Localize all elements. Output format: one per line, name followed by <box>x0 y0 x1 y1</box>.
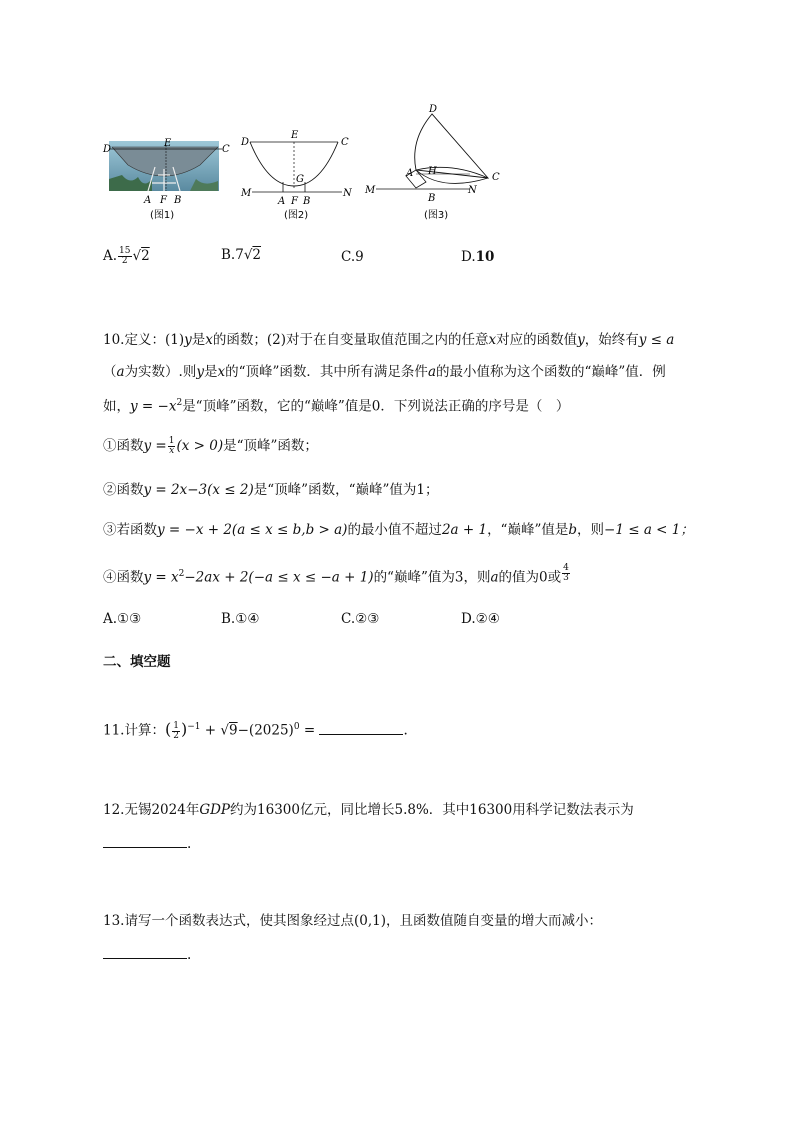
q10-option-c[interactable]: C.②③ <box>341 611 380 627</box>
q11-plus: + <box>204 722 217 739</box>
s4-text: 的“巅峰”值为 <box>373 569 455 586</box>
fig3-label-M: M <box>365 185 376 196</box>
q12-line-1 <box>103 800 634 820</box>
s3-var: b <box>568 522 578 538</box>
q11-expr: −(2025) <box>237 722 294 739</box>
s4-var: a <box>490 569 499 586</box>
q11-equals: = <box>303 722 316 739</box>
fig3-label-D: D <box>429 104 438 115</box>
q9-option-a-prefix: A. <box>103 248 118 264</box>
q10-statement-2 <box>103 480 438 500</box>
q13-answer-blank[interactable] <box>103 944 187 959</box>
s1-numerator: 1 <box>168 436 175 446</box>
s4-text: 的值为0或 <box>498 569 562 586</box>
fig1-caption: (图1) <box>150 210 175 221</box>
s3-text: ③若函数 <box>103 522 157 538</box>
q9-option-b-radical-sign: √ <box>243 247 253 263</box>
fig1-label-D: D <box>103 144 112 155</box>
fig1-label-C: C <box>222 144 230 155</box>
s4-denominator: 3 <box>563 573 569 583</box>
fig2-caption: (图2) <box>284 210 309 221</box>
q11-answer-blank[interactable] <box>319 720 403 735</box>
q10-line-1 <box>103 330 674 350</box>
fig2-label-B: B <box>303 196 311 207</box>
fig2-label-F: F <box>291 196 298 207</box>
q10-l2-text: 是 <box>204 364 218 380</box>
s3-text: 的最小值不超过 <box>347 522 442 538</box>
fig3-label-C: C <box>492 172 500 183</box>
q10-l1-var: x <box>205 332 213 348</box>
figure-2-diagram <box>238 128 358 225</box>
s4-expr: y = x <box>143 569 179 586</box>
q10-l1-text: 的函数；(2)对于在自变量取值范围之内的任意 <box>212 332 489 348</box>
q10-statement-1 <box>103 436 318 456</box>
q10-l2-text: 的最小值称为这个函数的“巅峰”值．例 <box>436 364 666 380</box>
s4-expr: −2ax + 2(−a ≤ x ≤ −a + 1) <box>184 569 374 586</box>
fig2-label-N: N <box>343 188 352 199</box>
q10-l2-text: 的“顶峰”函数．其中所有满足条件 <box>225 364 428 380</box>
s3-expr: −1 ≤ a < 1； <box>604 522 694 538</box>
s1-domain: (x > 0) <box>176 438 224 454</box>
s1-text: 是“顶峰”函数； <box>223 438 318 454</box>
s4-numerator: 4 <box>563 563 569 573</box>
q11-exponent-zero: 0 <box>293 722 300 732</box>
q10-l1-var: y <box>577 332 585 348</box>
q10-option-a[interactable]: A.①③ <box>103 611 142 627</box>
q10-l2-var: a <box>116 364 125 380</box>
s2-text: ②函数 <box>103 482 144 498</box>
q10-l1-text: 对应的函数值 <box>496 332 578 348</box>
q9-option-a[interactable] <box>103 247 150 266</box>
q10-l3-value: 0 <box>371 398 381 415</box>
q10-l3-text: 是“顶峰”函数，它的“巅峰”值是 <box>182 398 372 415</box>
fig2-label-M: M <box>241 188 252 199</box>
q13-line-1: 13.请写一个函数表达式，使其图象经过点(0,1)，且函数值随自变量的增大而减小： <box>103 913 602 929</box>
q13-period: . <box>187 947 192 963</box>
q10-l1-text: ，始终有 <box>584 332 639 348</box>
q9-option-a-radicand: 2 <box>141 248 150 264</box>
q10-statement-3 <box>103 520 694 540</box>
q10-line-2 <box>103 362 666 382</box>
q12-gdp: GDP <box>199 802 231 818</box>
q10-l3-text: 如， <box>103 398 130 415</box>
s2-value: 1； <box>416 482 439 498</box>
q11-line <box>103 717 408 741</box>
s3-expr: y = −x + 2(a ≤ x ≤ b,b > a) <box>157 522 348 538</box>
fig2-label-G: G <box>296 174 304 185</box>
q12-text: 约为16300亿元，同比增长5.8%．其中16300用科学记数法表示为 <box>230 802 634 818</box>
q10-l2-var: y <box>196 364 204 380</box>
q9-option-d-prefix: D. <box>461 249 476 265</box>
q11-radicand: 9 <box>229 722 238 739</box>
s4-text: ，则 <box>463 569 491 586</box>
q11-denominator: 2 <box>173 730 179 741</box>
q10-l2-var: a <box>427 364 436 380</box>
s4-value: 3 <box>454 569 464 586</box>
q9-option-b-coef: 7 <box>235 247 244 263</box>
q10-statement-4 <box>103 564 571 588</box>
q12-line-2 <box>103 833 191 854</box>
fig2-label-C: C <box>341 137 349 148</box>
fig2-label-A: A <box>278 196 286 207</box>
q9-option-d-value: 10 <box>475 249 495 265</box>
q9-option-b[interactable] <box>221 247 261 263</box>
q10-l2-var: x <box>217 364 226 380</box>
q9-option-b-prefix: B. <box>221 247 236 263</box>
fig3-caption: (图3) <box>424 210 449 221</box>
s2-text: 是“顶峰”函数，“巅峰”值为 <box>253 482 417 498</box>
q10-l1-var: y <box>184 332 192 348</box>
s4-text: ④函数 <box>103 569 144 586</box>
q9-option-b-radicand: 2 <box>252 247 262 263</box>
fig2-label-D: D <box>241 137 250 148</box>
q10-l1-text: 10.定义：(1) <box>103 332 185 348</box>
s4-sup: 2 <box>178 569 185 579</box>
s3-text: ，“巅峰”值是 <box>487 522 569 538</box>
figure-2 <box>238 128 358 225</box>
section-title: 二、填空题 <box>103 654 171 670</box>
s1-text: ①函数 <box>103 438 144 454</box>
fig1-label-B: B <box>174 195 182 206</box>
figure-3-diagram <box>362 100 504 225</box>
q10-line-3 <box>103 393 569 417</box>
q11-numerator: 1 <box>173 720 179 731</box>
s4-fraction <box>562 564 570 583</box>
q10-l3-expr: y = −x <box>130 398 177 415</box>
q9-option-a-radical-sign: √ <box>132 248 142 264</box>
s3-expr: 2a + 1 <box>441 522 488 538</box>
q10-l3-text: ．下列说法正确的序号是（ ） <box>380 398 570 415</box>
q9-option-d[interactable] <box>461 249 494 265</box>
fig1-label-E: E <box>164 138 172 149</box>
figure-1-photo <box>100 135 235 225</box>
fig3-label-N: N <box>468 185 477 196</box>
q11-fraction <box>172 722 180 741</box>
figure-1 <box>100 135 235 225</box>
s1-denominator: x <box>169 446 175 456</box>
fig1-label-F: F <box>160 195 167 206</box>
fig2-label-E: E <box>291 130 299 141</box>
q13-line-2 <box>103 944 191 965</box>
fig1-label-A: A <box>144 195 152 206</box>
figure-3 <box>362 100 504 225</box>
s3-text: ，则 <box>577 522 605 538</box>
s1-expr: y = <box>143 438 167 454</box>
q10-option-b[interactable]: B.①④ <box>221 611 260 627</box>
q9-option-a-fraction <box>118 247 131 266</box>
q10-l1-expr: y ≤ a <box>638 332 675 348</box>
s1-fraction <box>168 437 176 456</box>
q10-l2-text: 为实数）.则 <box>124 364 197 380</box>
fig3-label-H: H <box>428 166 437 177</box>
q10-l1-text: 是 <box>191 332 206 348</box>
q11-paren-open: ( <box>164 719 172 739</box>
q10-option-d[interactable]: D.②④ <box>461 611 500 627</box>
q11-radical-sign: √ <box>220 722 230 739</box>
q11-period: . <box>403 722 408 739</box>
q12-text: 12.无锡2024年 <box>103 802 200 818</box>
fig3-label-A: A <box>406 168 414 179</box>
q10-l3-sup: 2 <box>176 398 183 408</box>
q10-l2-text: （ <box>103 364 117 380</box>
fig3-label-B: B <box>428 193 436 204</box>
q10-l1-var: x <box>488 332 497 348</box>
q9-option-a-denominator: 2 <box>121 256 128 266</box>
q9-option-c[interactable]: C.9 <box>341 249 364 265</box>
q12-answer-blank[interactable] <box>103 833 187 848</box>
q12-period: . <box>187 836 192 852</box>
q11-paren-close: ) <box>180 719 188 739</box>
q9-option-a-numerator: 15 <box>119 246 131 256</box>
q11-exponent: −1 <box>187 722 201 732</box>
q11-text: 11.计算： <box>103 722 165 739</box>
s2-expr: y = 2x−3(x ≤ 2) <box>143 482 254 498</box>
